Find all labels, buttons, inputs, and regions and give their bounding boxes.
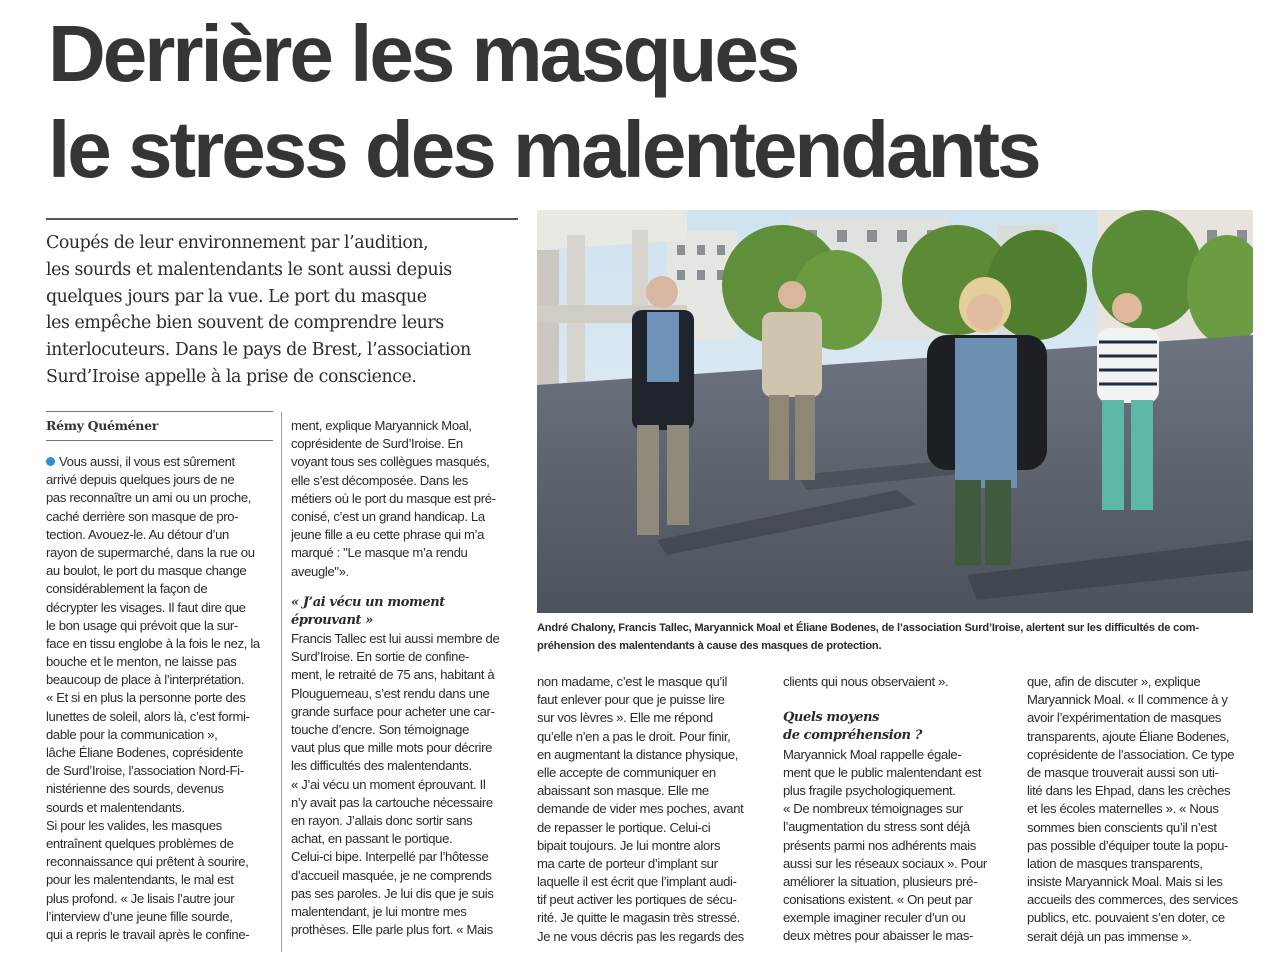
article-column-2: [291, 417, 519, 939]
headline-line-2: le stress des malentendants: [48, 105, 1039, 194]
text-line: prothèses. Elle parle plus fort. « Mais: [291, 922, 493, 938]
photo-illustration: [537, 210, 1253, 613]
article-lead: [46, 230, 518, 391]
text-line: abaissant son masque. Elle me: [537, 783, 709, 799]
text-line: bipait toujours. Je lui montre alors: [537, 837, 721, 853]
text-line: Surd’Iroise. En sortie de confine-: [291, 649, 470, 665]
article-photo: [537, 210, 1253, 613]
text-line: achat, en passant le portique.: [291, 831, 453, 847]
author-byline: Rémy Quéméner: [46, 418, 159, 433]
subheading: « J’ai vécu un moment: [291, 594, 445, 610]
text-line: transparents, ajoute Éliane Bodenes,: [1027, 728, 1230, 744]
text-line: aussi sur les réseaux sociaux ». Pour: [783, 855, 987, 871]
subheading: de compréhension ?: [783, 728, 922, 744]
text-line: pas possible d’équiper toute la popu-: [1027, 837, 1229, 853]
text-line: serait déjà un pas immense ».: [1027, 928, 1192, 944]
text-line: pour les malentendants, le mal est: [46, 872, 234, 888]
lead-line: Coupés de leur environnement par l’audition,: [46, 233, 429, 253]
byline-rule: [46, 411, 273, 412]
article-column-1: [46, 453, 274, 944]
text-line: plus profond. « Je lisais l’autre jour: [46, 890, 235, 906]
text-line: [46, 453, 274, 471]
text-line: ma carte de porteur d’implant sur: [537, 855, 718, 871]
text-line: lation de masques transparents,: [1027, 855, 1203, 871]
text-line: laquelle il est écrit que l’implant audi-: [537, 874, 737, 890]
text-line: non madame, c’est le masque qu’il: [537, 674, 728, 689]
lead-line: les empêche bien souvent de comprendre leurs: [46, 313, 444, 334]
text-line: marqué : "Le masque m’a rendu: [291, 545, 468, 561]
text-line: pas ses paroles. Je lui dis que je suis: [291, 885, 494, 901]
text-line: deux mètres pour abaisser le mas-: [783, 928, 974, 944]
text-line: vaut plus que mille mots pour décrire: [291, 740, 493, 756]
text-line: ment que le public malentendant est: [783, 764, 982, 780]
text-line: l’augmentation du stress sont déjà: [783, 819, 970, 835]
text-line: de masque trouverait aussi son uti-: [1027, 764, 1219, 780]
text-line: sommes bien conscients qu’il n’est: [1027, 819, 1217, 835]
text-line: faut enlever pour que je puisse lire: [537, 692, 725, 708]
text-line: en augmentant la distance physique,: [537, 746, 739, 762]
text-line: et les écoles maternelles ». « Nous: [1027, 801, 1219, 817]
text-line: accueils des commerces, des services: [1027, 892, 1238, 908]
text-line: voyant tous ses collègues masqués,: [291, 454, 490, 470]
photo-caption: [537, 620, 1253, 655]
text-line: coprésidente de Surd’Iroise. En: [291, 436, 463, 452]
article-column-3: [537, 673, 765, 946]
text-line: Francis Tallec est lui aussi membre de: [291, 631, 500, 647]
text-line: clients qui nous observaient ».: [783, 674, 949, 689]
text-line: grande surface pour acheter une car-: [291, 703, 495, 719]
text-line: décrypter les visages. Il faut dire que: [46, 599, 246, 615]
text-line: exemple imaginer reculer d’un ou: [783, 910, 966, 926]
lead-line: quelques jours par la vue. Le port du masque: [46, 286, 427, 307]
text-line: reconnaissance qui prêtent à sourire,: [46, 854, 249, 870]
text-line: lité dans les Ehpad, dans les crèches: [1027, 783, 1231, 799]
text-line: conisé, c’est un grand handicap. La: [291, 508, 485, 524]
lead-line: les sourds et malentendants le sont aussi depuis: [46, 259, 452, 280]
text-line: qu’elle n’en a pas le droit. Pour finir,: [537, 728, 731, 744]
text-line: Celui-ci bipe. Interpellé par l’hôtesse: [291, 849, 489, 865]
bullet-dot-icon: [46, 457, 55, 466]
subheading: éprouvant »: [291, 612, 374, 628]
text-line: tection. Avouez-le. Au détour d’un: [46, 526, 229, 542]
byline-rule: [46, 440, 273, 441]
text-line: face en tissu englobe à la fois le nez, la: [46, 635, 260, 651]
text-line: plus fragile psychologiquement.: [783, 782, 956, 798]
article-headline: [48, 6, 1048, 198]
text-line: pas reconnaître un ami ou un proche,: [46, 490, 252, 506]
text-line: « Et si en plus la personne porte des: [46, 690, 246, 706]
text-span: Vous aussi, il vous est sûrement: [59, 454, 235, 469]
article-column-4: [783, 673, 1011, 946]
headline-line-1: Derrière les masques: [48, 9, 798, 98]
text-line: Maryannick Moal rappelle égale-: [783, 746, 962, 762]
text-line: dable pour la communication »,: [46, 726, 218, 742]
text-line: sur vos lèvres ». Elle me répond: [537, 710, 713, 726]
text-line: caché derrière son masque de pro-: [46, 508, 239, 524]
lead-line: interlocuteurs. Dans le pays de Brest, l’association: [46, 340, 471, 361]
text-line: jeune fille a eu cette phrase qui m’a: [291, 527, 485, 543]
text-line: insiste Maryannick Moal. Mais si les: [1027, 874, 1223, 890]
text-line: malentendant, je lui montre mes: [291, 903, 467, 919]
text-line: ment, explique Maryannick Moal,: [291, 418, 472, 433]
column-separator: [281, 412, 282, 952]
lead-line: Surd’Iroise appelle à la prise de conscience.: [46, 366, 417, 387]
text-line: « J’ai vécu un moment éprouvant. Il: [291, 776, 486, 792]
text-line: de Surd’Iroise, l’association Nord-Fi-: [46, 763, 244, 779]
text-line: que, afin de discuter », explique: [1027, 674, 1201, 689]
text-line: présents parmi nos adhérents mais: [783, 837, 976, 853]
text-line: améliorer la situation, plusieurs pré-: [783, 873, 978, 889]
text-line: coprésidente de l’association. Ce type: [1027, 746, 1235, 762]
text-line: lunettes de soleil, alors là, c’est formi-: [46, 708, 250, 724]
text-line: les difficultés des malentendants.: [291, 758, 472, 774]
text-line: tif peut activer les portiques de sécu-: [537, 892, 737, 908]
text-line: Maryannick Moal. « Il commence à y: [1027, 692, 1228, 708]
text-line: Plouguerneau, s’est rendu dans une: [291, 685, 490, 701]
text-line: nistérienne des sourds, devenus: [46, 781, 224, 797]
text-line: beaucoup de place à l’interprétation.: [46, 672, 245, 688]
text-line: entraînent quelques problèmes de: [46, 835, 234, 851]
text-line: touche d’encre. Son témoignage: [291, 722, 470, 737]
text-line: qui a repris le travail après le confine-: [46, 926, 250, 942]
caption-line: préhension des malentendants à cause des masques de protection.: [537, 639, 882, 652]
text-line: elle s’est décomposée. Dans les: [291, 472, 468, 488]
text-line: métiers où le port du masque est pré-: [291, 490, 496, 506]
text-line: de repasser le portique. Celui-ci: [537, 819, 711, 835]
text-line: publics, etc. pouvaient s’en doter, ce: [1027, 910, 1225, 926]
article-column-5: [1027, 673, 1255, 946]
text-line: elle accepte de communiquer en: [537, 764, 716, 780]
text-line: aveugle"».: [291, 563, 349, 579]
text-line: rité. Je quitte le magasin très stressé.: [537, 910, 740, 926]
text-line: « De nombreux témoignages sur: [783, 801, 963, 817]
text-line: l’interview d’une jeune fille sourde,: [46, 908, 233, 924]
text-line: d’accueil masquée, je ne comprends: [291, 867, 492, 883]
text-line: en rayon. J’allais donc sortir sans: [291, 812, 473, 828]
text-line: bouche et le menton, ne laisse pas: [46, 654, 237, 670]
text-line: conisations existent. « On peut par: [783, 892, 973, 908]
text-line: au boulot, le port du masque change: [46, 563, 247, 579]
subheading: Quels moyens: [783, 710, 880, 726]
text-line: sourds et malentendants.: [46, 799, 185, 815]
text-line: lâche Éliane Bodenes, coprésidente: [46, 745, 244, 760]
text-line: arrivé depuis quelques jours de ne: [46, 472, 235, 488]
lead-rule: [46, 218, 518, 220]
text-line: le bon usage qui prévoit que la sur-: [46, 617, 238, 633]
text-line: Je ne vous décris pas les regards des: [537, 928, 744, 944]
caption-line: André Chalony, Francis Tallec, Maryannick Moal et Éliane Bodenes, de l’association Surd’Iroise, alertent sur les difficultés de com-: [537, 622, 1199, 634]
text-line: n’y avait pas la cartouche nécessaire: [291, 794, 493, 810]
text-line: demande de vider mes poches, avant: [537, 801, 744, 817]
text-line: rayon de supermarché, dans la rue ou: [46, 544, 255, 560]
text-line: ment, le retraité de 75 ans, habitant à: [291, 667, 495, 683]
text-line: avoir l’expérimentation de masques: [1027, 710, 1222, 726]
text-line: considérablement la façon de: [46, 581, 208, 597]
text-line: Si pour les valides, les masques: [46, 817, 222, 833]
